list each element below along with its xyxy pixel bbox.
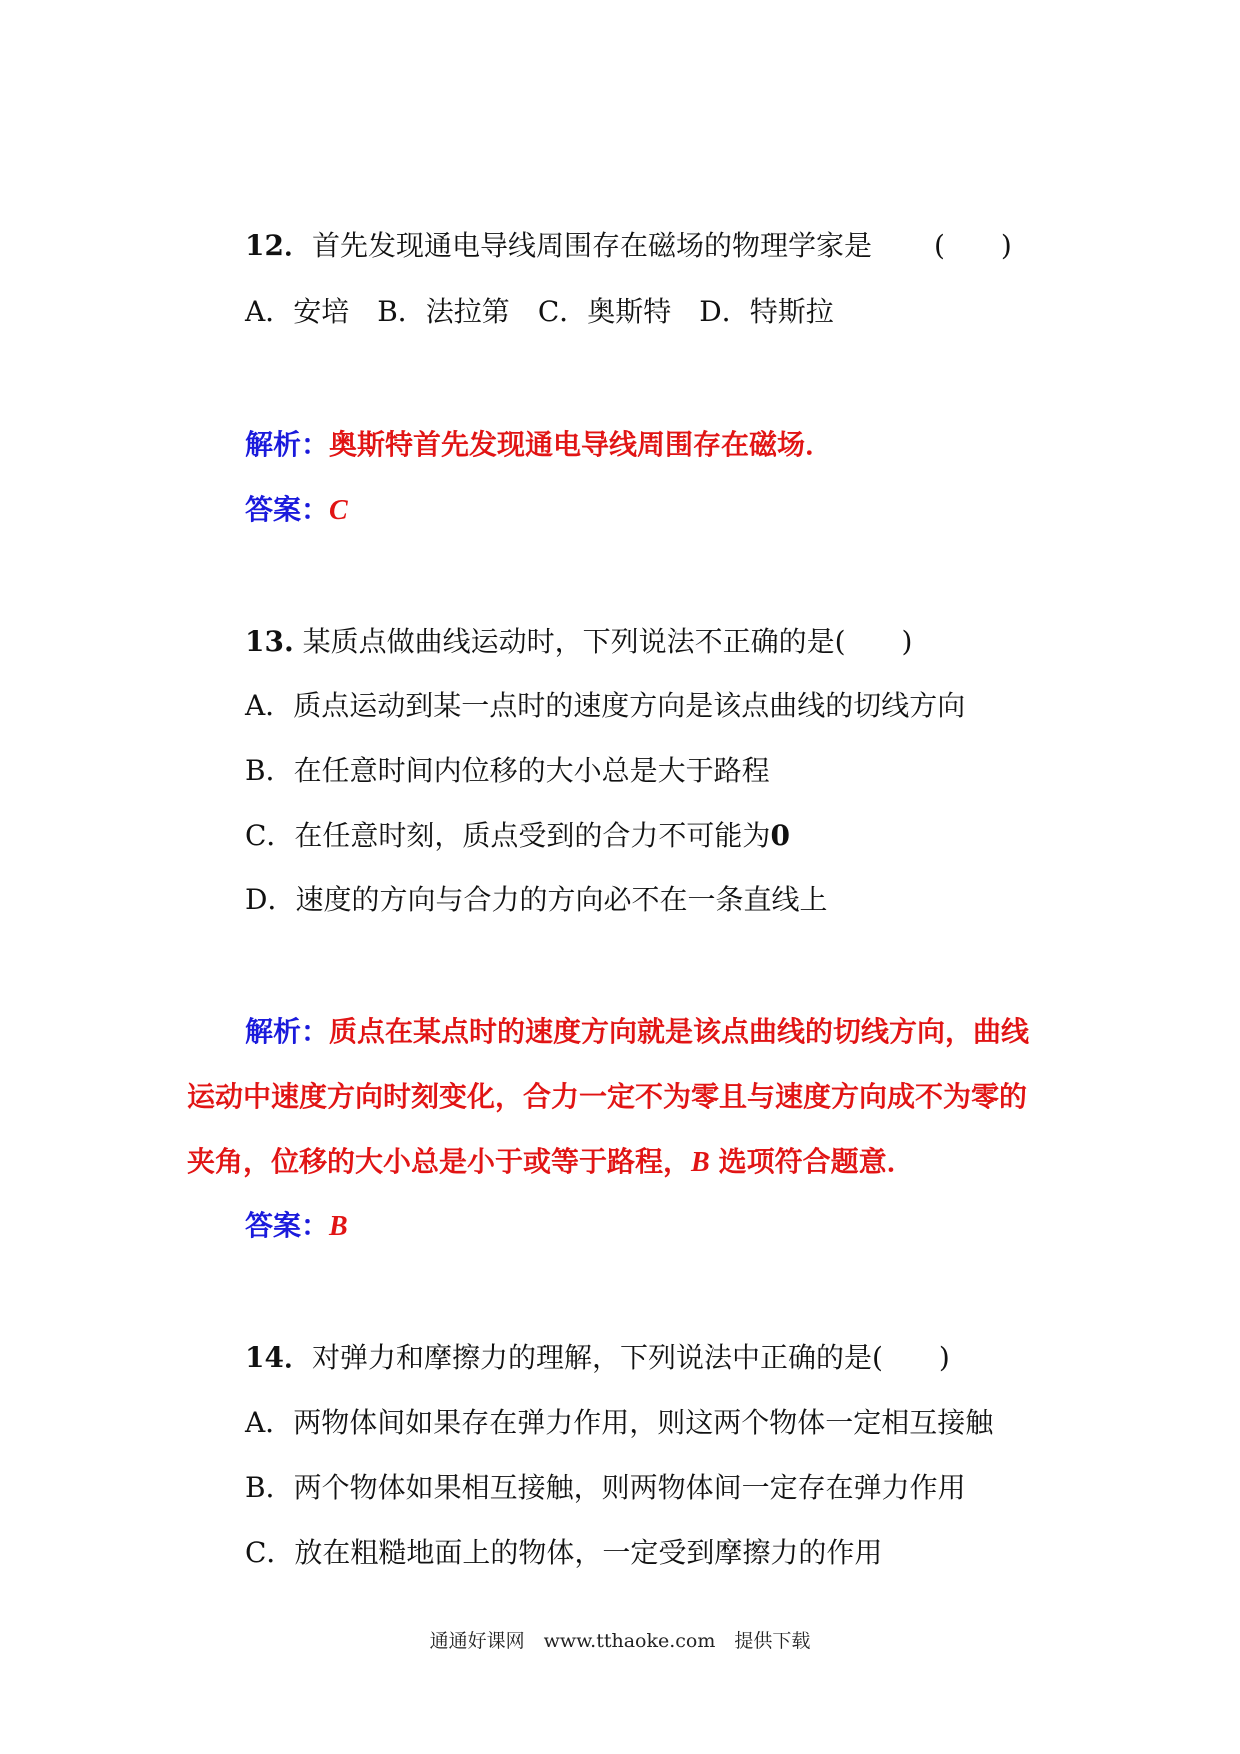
q12-paren: ( ) [934,229,1012,262]
q13-stem [245,622,912,662]
q14-option-c: C．放在粗糙地面上的物体，一定受到摩擦力的作用 [245,1536,883,1569]
q13-analysis-text-3a: 夹角，位移的大小总是小于或等于路程， [187,1145,692,1178]
q14-option-a: A．两物体间如果存在弹力作用，则这两个物体一定相互接触 [245,1406,994,1439]
q12-stem [245,226,872,266]
q13-stem-text: 某质点做曲线运动时，下列说法不正确的是( ) [302,625,913,658]
page-footer: 通通好课网 www.tthaoke.com 提供下载 [429,1630,811,1652]
q13-answer [245,1206,348,1247]
q13-analysis-line1 [245,1012,1029,1052]
q12-analysis-text: 奥斯特首先发现通电导线周围存在磁场． [329,428,834,461]
answer-label: 答案： [245,1209,330,1242]
q13-option-c-text: C．在任意时刻，质点受到的合力不可能为 [245,819,771,852]
analysis-label: 解析： [245,1015,330,1048]
q13-analysis-line3 [187,1142,915,1183]
q12-option-a: A．安培 [245,295,350,328]
answer-label: 答案： [245,493,330,526]
q13-option-c [245,816,790,856]
q13-option-a: A．质点运动到某一点时的速度方向是该点曲线的切线方向 [245,689,966,722]
q14-number: 14． [245,1341,312,1374]
q12-option-c: C．奥斯特 [537,295,672,328]
q13-option-d: D．速度的方向与合力的方向必不在一条直线上 [245,883,828,916]
q12-options [245,292,834,332]
q12-answer-value: C [329,495,348,526]
q13-analysis-letter: B [691,1147,710,1178]
q12-option-d: D．特斯拉 [699,295,834,328]
q12-option-b: B．法拉第 [377,295,510,328]
analysis-label: 解析： [245,428,330,461]
q12-answer [245,490,348,531]
q13-option-c-value: 0 [770,819,790,852]
q14-option-b: B．两个物体如果相互接触，则两物体间一定存在弹力作用 [245,1471,966,1504]
q13-answer-value: B [329,1211,348,1242]
q14-stem-text: 对弹力和摩擦力的理解，下列说法中正确的是( ) [311,1341,950,1374]
q13-analysis-line2: 运动中速度方向时刻变化，合力一定不为零且与速度方向成不为零的 [187,1080,1028,1113]
q14-stem [245,1338,950,1378]
q13-analysis-text-3b: 选项符合题意． [718,1145,915,1178]
q12-analysis [245,425,833,465]
q13-option-b: B．在任意时间内位移的大小总是大于路程 [245,754,770,787]
q13-number: 13. [245,625,294,658]
q13-analysis-text-1: 质点在某点时的速度方向就是该点曲线的切线方向，曲线 [329,1015,1030,1048]
q12-stem-text: 首先发现通电导线周围存在磁场的物理学家是 [311,229,872,262]
q12-number: 12． [245,229,312,262]
